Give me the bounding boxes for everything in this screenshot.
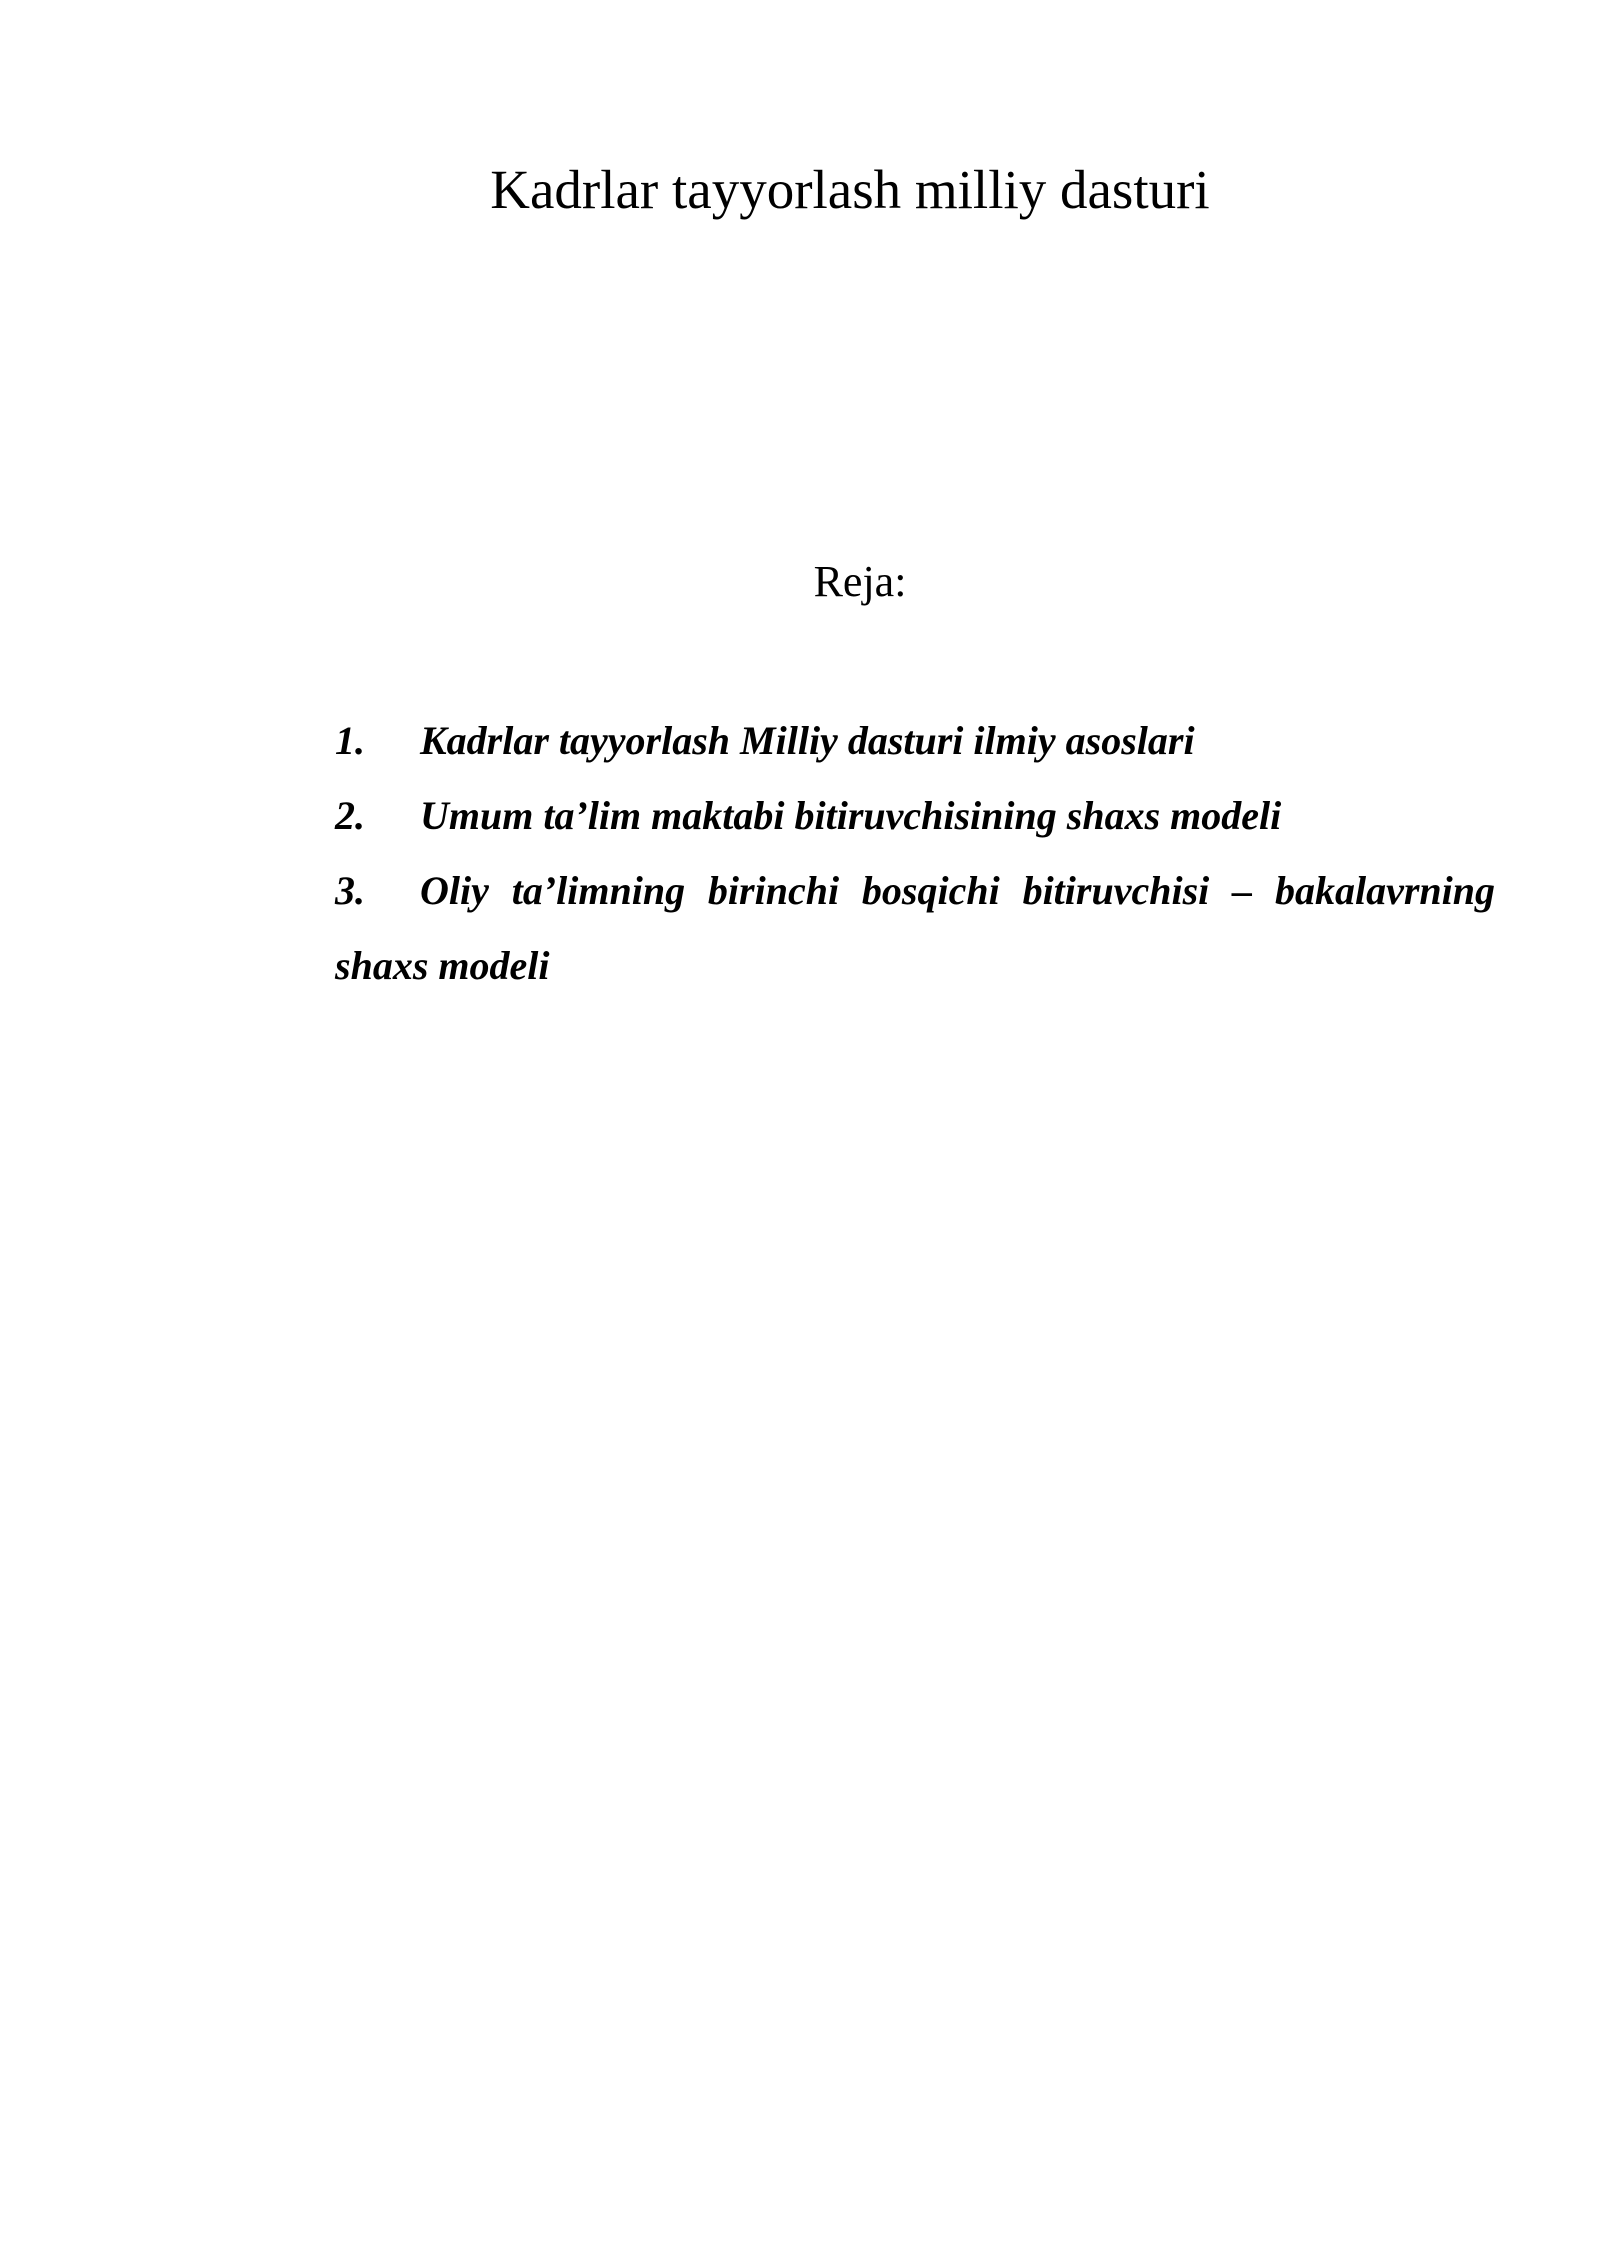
plan-item-number: 2. xyxy=(335,793,365,838)
plan-item xyxy=(335,703,1495,778)
plan-item-text: Oliy ta’limning birinchi bosqichi bitiruvchisi – bakalavrning shaxs modeli xyxy=(335,868,1495,988)
plan-item xyxy=(335,778,1495,853)
plan-item-number: 1. xyxy=(335,718,365,763)
plan-list xyxy=(335,703,1495,1003)
plan-item-number: 3. xyxy=(335,868,365,913)
plan-item-text: Umum ta’lim maktabi bitiruvchisining shaxs modeli xyxy=(420,793,1282,838)
plan-heading: Reja: xyxy=(813,557,907,606)
document-title: Kadrlar tayyorlash milliy dasturi xyxy=(490,159,1210,220)
plan-item xyxy=(335,853,1495,1003)
plan-item-text: Kadrlar tayyorlash Milliy dasturi ilmiy asoslari xyxy=(420,718,1195,763)
